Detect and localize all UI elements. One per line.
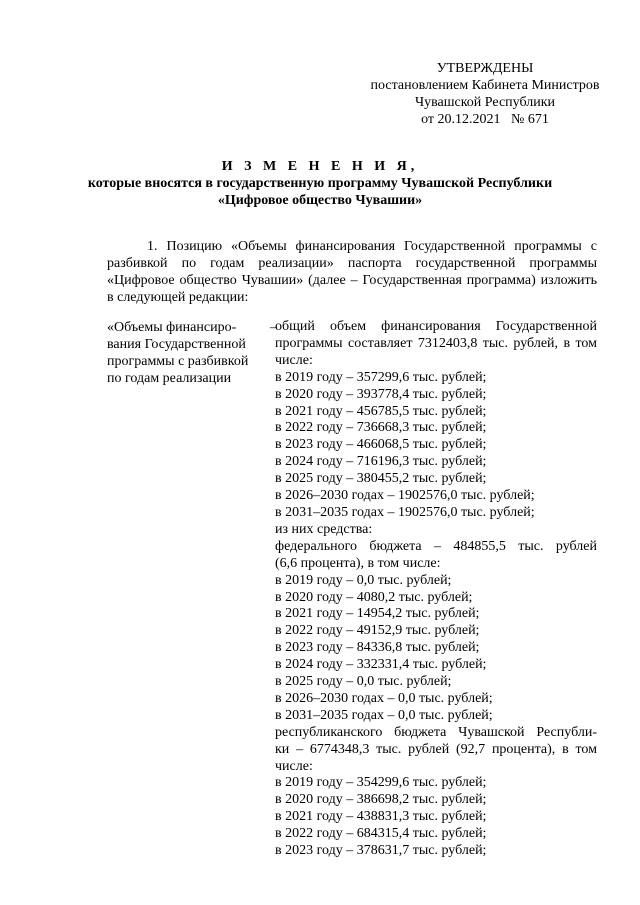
total-line: общий объем финансирования Государственной	[275, 319, 597, 334]
federal-year-row: в 2025 году – 0,0 тыс. рублей;	[275, 674, 452, 690]
position-label-line: вания Государственной	[107, 337, 246, 352]
total-year-row: в 2024 году – 716196,3 тыс. рублей;	[275, 454, 487, 470]
approval-line: постановлением Кабинета Министров	[370, 78, 600, 93]
position-label-text: «Объемы финансиро-	[107, 320, 237, 335]
federal-line: (6,6 процента), в том числе:	[275, 555, 441, 571]
title-line: которые вносятся в государственную программу Чувашской Республики	[87, 176, 553, 191]
total-year-row: в 2031–2035 годах – 1902576,0 тыс. рублей;	[275, 504, 535, 520]
position-label	[107, 319, 277, 387]
federal-year-row: в 2019 году – 0,0 тыс. рублей;	[275, 572, 452, 588]
approval-heading: УТВЕРЖДЕНЫ	[436, 61, 534, 76]
federal-year-row: в 2024 году – 332331,4 тыс. рублей;	[275, 657, 487, 673]
position-label-line: по годам реализации	[107, 371, 232, 386]
total-line: программы составляет 7312403,8 тыс. рублей, в том	[275, 335, 597, 351]
of-them-line: из них средства:	[275, 521, 373, 537]
total-year-row: в 2023 году – 466068,5 тыс. рублей;	[275, 437, 487, 453]
federal-year-row: в 2021 году – 14954,2 тыс. рублей;	[275, 606, 480, 622]
republic-line: числе:	[275, 758, 313, 774]
republic-year-row: в 2022 году – 684315,4 тыс. рублей;	[275, 826, 487, 842]
title-main: И З М Е Н Е Н И Я,	[221, 159, 419, 174]
federal-year-row: в 2026–2030 годах – 0,0 тыс. рублей;	[275, 690, 493, 706]
total-year-row: в 2025 году – 380455,2 тыс. рублей;	[275, 471, 487, 487]
approval-line: Чувашской Республики	[414, 95, 556, 110]
approval-stamp	[360, 60, 610, 128]
republic-line: республиканского бюджета Чувашской Республи-	[275, 724, 597, 740]
republic-year-row: в 2019 году – 354299,6 тыс. рублей;	[275, 775, 487, 791]
title-line: «Цифровое общество Чувашии»	[217, 193, 423, 208]
document-title	[0, 158, 640, 209]
intro-paragraph: 1. Позицию «Объемы финансирования Государственной программы с разбивкой по годам реализации» паспорта государственной программы «Цифровое общество Чувашии» (далее – Государственная программа) изложить в следующей редакции:	[107, 239, 597, 305]
federal-year-row: в 2023 году – 84336,8 тыс. рублей;	[275, 640, 480, 656]
financing-details	[275, 319, 597, 860]
federal-year-row: в 2020 году – 4080,2 тыс. рублей;	[275, 589, 473, 605]
federal-line: федерального бюджета – 484855,5 тыс. рублей	[275, 538, 597, 554]
republic-year-row: в 2021 году – 438831,3 тыс. рублей;	[275, 809, 487, 825]
total-year-row: в 2019 году – 357299,6 тыс. рублей;	[275, 369, 487, 385]
republic-line: ки – 6774348,3 тыс. рублей (92,7 процента), в том	[275, 741, 597, 757]
total-year-row: в 2026–2030 годах – 1902576,0 тыс. рублей;	[275, 488, 535, 504]
total-year-row: в 2020 году – 393778,4 тыс. рублей;	[275, 386, 487, 402]
position-dash: –	[270, 320, 277, 335]
approval-date-number: от 20.12.2021 № 671	[421, 112, 549, 127]
republic-year-row: в 2020 году – 386698,2 тыс. рублей;	[275, 792, 487, 808]
total-year-row: в 2021 году – 456785,5 тыс. рублей;	[275, 403, 487, 419]
total-line: числе:	[275, 352, 313, 368]
federal-year-row: в 2031–2035 годах – 0,0 тыс. рублей;	[275, 707, 493, 723]
position-label-line: программы с разбивкой	[107, 354, 249, 369]
position-label-line	[107, 319, 277, 336]
total-year-row: в 2022 году – 736668,3 тыс. рублей;	[275, 420, 487, 436]
federal-year-row: в 2022 году – 49152,9 тыс. рублей;	[275, 623, 480, 639]
republic-year-row: в 2023 году – 378631,7 тыс. рублей;	[275, 843, 487, 859]
